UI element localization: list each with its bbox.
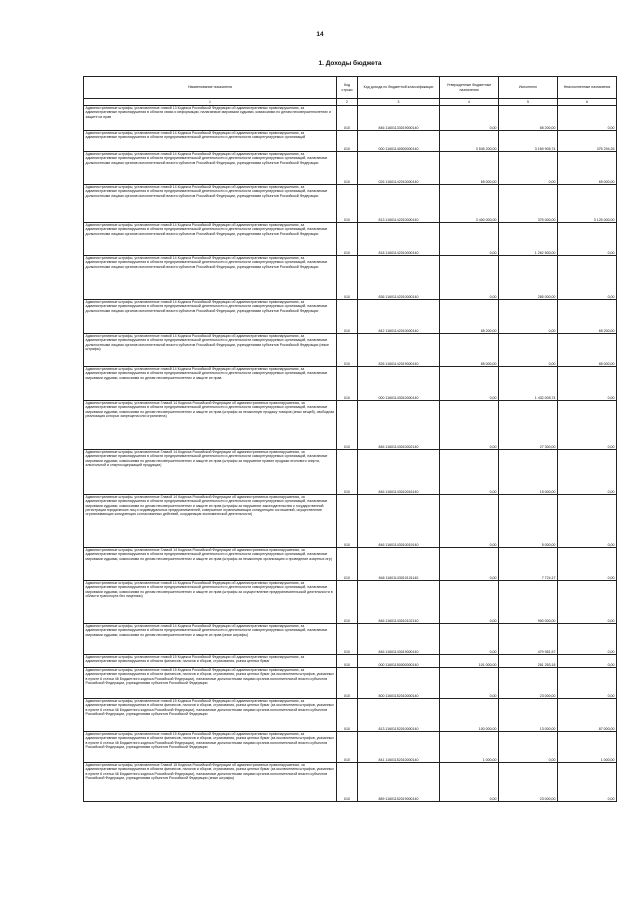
row-line-code: 010 xyxy=(337,256,358,300)
row-approved-amount: 0,00 xyxy=(440,450,499,495)
table-row xyxy=(84,401,617,450)
row-revenue-code: 846 11601143010101140 xyxy=(358,548,440,581)
row-approved-amount: 0,00 xyxy=(440,223,499,256)
column-header-line-code: Код строки xyxy=(337,77,358,99)
row-executed-amount: 0,00 xyxy=(499,152,558,185)
row-revenue-code: 889 11601152019000140 xyxy=(358,763,440,802)
row-unexecuted-amount: 85 000,00 xyxy=(558,334,617,367)
row-executed-amount: 23 000,00 xyxy=(499,668,558,699)
row-name: Административные штрафы, установленные главой 14 Кодекса Российской Федерации об административных правонарушениях, за административные правонарушения в области предпринимательской деятельности и деятельности саморегулируемых организаций, налагаемые должностными лицами органов исполнительной власти субъектов Российской Федерации, учреждениями субъектов Российской Федерации xyxy=(84,300,337,334)
row-line-code: 010 xyxy=(337,581,358,624)
row-approved-amount: 0,00 xyxy=(440,668,499,699)
row-line-code: 010 xyxy=(337,450,358,495)
table-row xyxy=(84,763,617,802)
row-approved-amount: 0,00 xyxy=(440,401,499,450)
row-revenue-code: 842 11601142010000140 xyxy=(358,300,440,334)
row-approved-amount: 0,00 xyxy=(440,495,499,548)
row-executed-amount: 85 200,00 xyxy=(499,106,558,131)
row-revenue-code: 846 11601143019000140 xyxy=(358,624,440,655)
row-name: Административные штрафы, установленные главой 14 Кодекса Российской Федерации об административных правонарушениях, за административные правонарушения в области предпринимательской деятельности и деятельности саморегулируемых организаций, налагаемые должностными лицами органов исполнительной власти субъектов Российской Федерации, учреждениями субъектов Российской Федерации xyxy=(84,185,337,223)
row-approved-amount: 0,00 xyxy=(440,548,499,581)
row-line-code: 010 xyxy=(337,152,358,185)
row-unexecuted-amount: 65 000,00 xyxy=(558,152,617,185)
row-name: Административные штрафы, установленные Главой 15 Кодекса Российской Федерации об административных правонарушениях, за административные правонарушения в области финансов, налогов и сборов, страхования, рынка ценных бумаг (за исключением штрафов, указанных в пункте 6 статьи 46 Бюджетного кодекса Российской Федерации), налагаемые должностными лицами органов исполнительной власти субъектов Российской Федерации, учреждениями субъектов Российской Федерации (иные штрафы) xyxy=(84,763,337,802)
table-row xyxy=(84,106,617,131)
row-name: Административные штрафы, установленные главой 15 Кодекса Российской Федерации об административных правонарушениях, за административные правонарушения в области финансов, налогов и сборов, страхования, рынка ценных бумаг (за исключением штрафов, указанных в пункте 6 статьи 46 Бюджетного кодекса Российской Федерации), налагаемые должностными лицами органов исполнительной власти субъектов Российской Федерации, учреждениями субъектов Российской Федерации xyxy=(84,699,337,732)
row-name: Административные штрафы, установленные главой 14 Кодекса Российской Федерации об административных правонарушениях, за административные правонарушения в области предпринимательской деятельности и деятельности саморегулируемых организаций xyxy=(84,131,337,152)
row-revenue-code: 813 11601152010000140 xyxy=(358,699,440,732)
row-approved-amount: 3 545 200,00 xyxy=(440,131,499,152)
row-approved-amount: 85 000,00 xyxy=(440,334,499,367)
row-line-code: 010 xyxy=(337,223,358,256)
row-approved-amount: 65 000,00 xyxy=(440,152,499,185)
table-row xyxy=(84,185,617,223)
row-unexecuted-amount: 1 000,00 xyxy=(558,732,617,763)
row-line-code: 010 xyxy=(337,300,358,334)
row-revenue-code: 026 11601142010000140 xyxy=(358,152,440,185)
table-row xyxy=(84,668,617,699)
column-number-row xyxy=(84,99,617,106)
table-row xyxy=(84,131,617,152)
row-approved-amount: 0,00 xyxy=(440,367,499,401)
row-approved-amount: 0,00 xyxy=(440,106,499,131)
row-line-code: 010 xyxy=(337,367,358,401)
table-row xyxy=(84,548,617,581)
row-unexecuted-amount: 0,00 xyxy=(558,624,617,655)
row-approved-amount: 1 000,00 xyxy=(440,732,499,763)
row-executed-amount: 375 000,00 xyxy=(499,185,558,223)
row-unexecuted-amount: 65 200,00 xyxy=(558,300,617,334)
row-unexecuted-amount: 3 125 000,00 xyxy=(558,185,617,223)
row-revenue-code: 826 11601142019000140 xyxy=(358,334,440,367)
row-executed-amount: 265 000,00 xyxy=(499,256,558,300)
row-unexecuted-amount: 0,00 xyxy=(558,223,617,256)
row-name: Административные штрафы, установленные Главой 14 Кодекса Российской Федерации об административных правонарушениях, за административные правонарушения в области предпринимательской деятельности и деятельности саморегулируемых организаций, налагаемые мировыми судьями, комиссиями по делам несовершеннолетних и защите их прав (штрафы за нарушение правил продажи этилового спирта, алкогольной и спиртосодержащей продукции) xyxy=(84,450,337,495)
row-executed-amount: 5 000,00 xyxy=(499,495,558,548)
row-approved-amount: 100 000,00 xyxy=(440,699,499,732)
table-row xyxy=(84,495,617,548)
revenue-table xyxy=(83,76,617,802)
row-name: Административные штрафы, установленные главой 14 Кодекса Российской Федерации об административных правонарушениях, за административные правонарушения в области предпринимательской деятельности и деятельности саморегулируемых организаций, налагаемые должностными лицами органов исполнительной власти субъектов Российской Федерации, учреждениями субъектов Российской Федерации xyxy=(84,256,337,300)
row-unexecuted-amount: 0,00 xyxy=(558,495,617,548)
column-header-revenue-code: Код дохода по бюджетной классификации xyxy=(358,77,440,99)
row-name: Административные штрафы, установленные главой 13 Кодекса Российской Федерации об административных правонарушениях, за административные правонарушения в области связи и информации, налагаемые мировыми судьями, комиссиями по делам несовершеннолетних и защите их прав xyxy=(84,106,337,131)
row-name: Административные штрафы, установленные главой 14 Кодекса Российской Федерации об административных правонарушениях, за административные правонарушения в области предпринимательской деятельности и деятельности саморегулируемых организаций, налагаемые мировыми судьями, комиссиями по делам несовершеннолетних и защите их прав (штрафы за осуществление предпринимательской деятельности в области транспорта без лицензии) xyxy=(84,581,337,624)
row-executed-amount: 27 300,00 xyxy=(499,401,558,450)
row-unexecuted-amount: 0,00 xyxy=(558,401,617,450)
row-line-code: 010 xyxy=(337,401,358,450)
column-header-unexecuted: Неисполненные назначения xyxy=(558,77,617,99)
row-name: Административные штрафы, установленные главой 14 Кодекса Российской Федерации об административных правонарушениях, за административные правонарушения в области предпринимательской деятельности и деятельности саморегулируемых организаций, налагаемые мировыми судьями, комиссиями по делам несовершеннолетних и защите их прав xyxy=(84,367,337,401)
row-name: Административные штрафы, установленные главой 14 Кодекса Российской Федерации об административных правонарушениях, за административные правонарушения в области предпринимательской деятельности и деятельности саморегулируемых организаций, налагаемые мировыми судьями, комиссиями по делам несовершеннолетних и защите их прав (иные штрафы) xyxy=(84,624,337,655)
table-row xyxy=(84,732,617,763)
row-approved-amount: 0,00 xyxy=(440,581,499,624)
column-header-executed: Исполнено xyxy=(499,77,558,99)
row-name: Административные штрафы, установленные главой 14 Кодекса Российской Федерации об административных правонарушениях, за административные правонарушения в области предпринимательской деятельности и деятельности саморегулируемых организаций, налагаемые должностными лицами органов исполнительной власти субъектов Российской Федерации, учреждениями субъектов Российской Федерации xyxy=(84,223,337,256)
row-unexecuted-amount: 0,00 xyxy=(558,106,617,131)
row-name: Административные штрафы, установленные Главой 14 Кодекса Российской Федерации об административных правонарушениях, за административные правонарушения в области предпринимательской деятельности и деятельности саморегулируемых организаций, налагаемые мировыми судьями, комиссиями по делам несовершеннолетних и защите их прав (штрафы за нарушение законодательства о государственной регистрации юридических лиц и индивидуальных предпринимателей, совершение ограничивающих конкуренцию соглашений, осуществление ограничивающих конкуренцию согласованных действий, координация экономической деятельности) xyxy=(84,495,337,548)
row-executed-amount: 13 000,00 xyxy=(499,699,558,732)
row-name: Административные штрафы, установленные главой 15 Кодекса Российской Федерации об административных правонарушениях, за административные правонарушения в области финансов, налогов и сборов, страхования, рынка ценных бумаг xyxy=(84,655,337,668)
table-row xyxy=(84,367,617,401)
column-number: 3 xyxy=(358,99,440,106)
table-header-row xyxy=(84,77,617,99)
row-unexecuted-amount: 0,00 xyxy=(558,763,617,802)
row-revenue-code: 846 11601133019000140 xyxy=(358,106,440,131)
row-line-code: 010 xyxy=(337,131,358,152)
row-name: Административные штрафы, установленные главой 14 Кодекса Российской Федерации об административных правонарушениях, за административные правонарушения в области предпринимательской деятельности и деятельности саморегулируемых организаций, налагаемые должностными лицами органов исполнительной власти субъектов Российской Федерации, учреждениями субъектов Российской Федерации (иные штрафы) xyxy=(84,334,337,367)
table-row xyxy=(84,256,617,300)
row-name: Административные штрафы, установленные главой 15 Кодекса Российской Федерации об административных правонарушениях, за административные правонарушения в области финансов, налогов и сборов, страхования, рынка ценных бумаг (за исключением штрафов, указанных в пункте 6 статьи 46 Бюджетного кодекса Российской Федерации), налагаемые должностными лицами органов исполнительной власти субъектов Российской Федерации, учреждениями субъектов Российской Федерации xyxy=(84,668,337,699)
row-line-code: 010 xyxy=(337,624,358,655)
table-row xyxy=(84,152,617,185)
row-line-code: 010 xyxy=(337,732,358,763)
row-line-code: 010 xyxy=(337,495,358,548)
table-row xyxy=(84,581,617,624)
row-name: Административные штрафы, установленные главой 14 Кодекса Российской Федерации об административных правонарушениях, за административные правонарушения в области предпринимательской деятельности и деятельности саморегулируемых организаций, налагаемые должностными лицами органов исполнительной власти субъектов Российской Федерации, учреждениями субъектов Российской Федерации xyxy=(84,152,337,185)
row-approved-amount: 0,00 xyxy=(440,763,499,802)
row-executed-amount: 1 432 005,74 xyxy=(499,367,558,401)
row-unexecuted-amount: 0,00 xyxy=(558,367,617,401)
row-executed-amount: 1 262 500,00 xyxy=(499,223,558,256)
table-row xyxy=(84,223,617,256)
row-unexecuted-amount: 375 294,26 xyxy=(558,131,617,152)
row-unexecuted-amount: 0,00 xyxy=(558,668,617,699)
column-number: 2 xyxy=(337,99,358,106)
row-executed-amount: 261 263,18 xyxy=(499,655,558,668)
row-revenue-code: 841 11601152010000140 xyxy=(358,732,440,763)
row-executed-amount: 479 981,57 xyxy=(499,624,558,655)
table-row xyxy=(84,300,617,334)
row-line-code: 010 xyxy=(337,668,358,699)
row-revenue-code: 800 11601152010000140 xyxy=(358,668,440,699)
row-line-code: 010 xyxy=(337,334,358,367)
row-unexecuted-amount: 0,00 xyxy=(558,256,617,300)
row-line-code: 010 xyxy=(337,185,358,223)
row-revenue-code: 813 11601142010000140 xyxy=(358,185,440,223)
column-number: 5 xyxy=(499,99,558,106)
row-line-code: 010 xyxy=(337,655,358,668)
row-unexecuted-amount: 0,00 xyxy=(558,655,617,668)
row-revenue-code: 818 11601142010000140 xyxy=(358,223,440,256)
row-revenue-code: 846 11601143010002140 xyxy=(358,401,440,450)
row-executed-amount: 0,00 xyxy=(499,334,558,367)
row-revenue-code: 846 11601143010016140 xyxy=(358,450,440,495)
row-line-code: 010 xyxy=(337,548,358,581)
table-row xyxy=(84,334,617,367)
row-revenue-code: 000 11601140000000140 xyxy=(358,131,440,152)
column-number: 1 xyxy=(84,99,337,106)
column-header-approved: Утвержденные бюджетные назначения xyxy=(440,77,499,99)
row-executed-amount: 23 000,00 xyxy=(499,763,558,802)
row-approved-amount: 0,00 xyxy=(440,256,499,300)
row-line-code: 010 xyxy=(337,763,358,802)
row-unexecuted-amount: 0,00 xyxy=(558,581,617,624)
row-revenue-code: 846 11601143010019140 xyxy=(358,495,440,548)
row-executed-amount: 0,00 xyxy=(499,732,558,763)
row-line-code: 010 xyxy=(337,106,358,131)
table-row xyxy=(84,699,617,732)
row-executed-amount: 3 169 905,74 xyxy=(499,131,558,152)
row-approved-amount: 101 000,00 xyxy=(440,655,499,668)
row-revenue-code: 836 11601142010000140 xyxy=(358,256,440,300)
row-approved-amount: 0,00 xyxy=(440,624,499,655)
row-executed-amount: 0,00 xyxy=(499,300,558,334)
row-revenue-code: 846 11601143010102140 xyxy=(358,581,440,624)
column-number: 4 xyxy=(440,99,499,106)
page-number: 14 xyxy=(316,31,324,38)
column-number: 6 xyxy=(558,99,617,106)
row-approved-amount: 65 200,00 xyxy=(440,300,499,334)
row-revenue-code: 000 11601143010000140 xyxy=(358,367,440,401)
row-executed-amount: 7 724,17 xyxy=(499,548,558,581)
row-executed-amount: 15 000,00 xyxy=(499,450,558,495)
table-row xyxy=(84,624,617,655)
row-approved-amount: 3 400 000,00 xyxy=(440,185,499,223)
row-revenue-code: 000 11601150000000140 xyxy=(358,655,440,668)
column-header-name: Наименование показателя xyxy=(84,77,337,99)
table-row xyxy=(84,450,617,495)
row-unexecuted-amount: 0,00 xyxy=(558,548,617,581)
row-unexecuted-amount: 87 000,00 xyxy=(558,699,617,732)
row-name: Административные штрафы, установленные Главой 14 Кодекса Российской Федерации об административных правонарушениях, за административные правонарушения в области предпринимательской деятельности и деятельности саморегулируемых организаций, налагаемые мировыми судьями, комиссиями по делам несовершеннолетних и защите их прав (штрафы за незаконную продажу товаров (иных вещей), свободная реализация которых запрещена или ограничена) xyxy=(84,401,337,450)
row-executed-amount: 900 000,00 xyxy=(499,581,558,624)
row-name: Административные штрафы, установленные Главой 14 Кодекса Российской Федерации об административных правонарушениях, за административные правонарушения в области предпринимательской деятельности и деятельности саморегулируемых организаций, налагаемые мировыми судьями, комиссиями по делам несовершеннолетних и защите их прав (штрафы за незаконную организацию и проведение азартных игр) xyxy=(84,548,337,581)
section-title: 1. Доходы бюджета xyxy=(318,60,382,67)
row-unexecuted-amount: 0,00 xyxy=(558,450,617,495)
row-name: Административные штрафы, установленные главой 15 Кодекса Российской Федерации об административных правонарушениях, за административные правонарушения в области финансов, налогов и сборов, страхования, рынка ценных бумаг (за исключением штрафов, указанных в пункте 6 статьи 46 Бюджетного кодекса Российской Федерации), налагаемые должностными лицами органов исполнительной власти субъектов Российской Федерации, учреждениями субъектов Российской Федерации xyxy=(84,732,337,763)
table-row xyxy=(84,655,617,668)
row-line-code: 010 xyxy=(337,699,358,732)
